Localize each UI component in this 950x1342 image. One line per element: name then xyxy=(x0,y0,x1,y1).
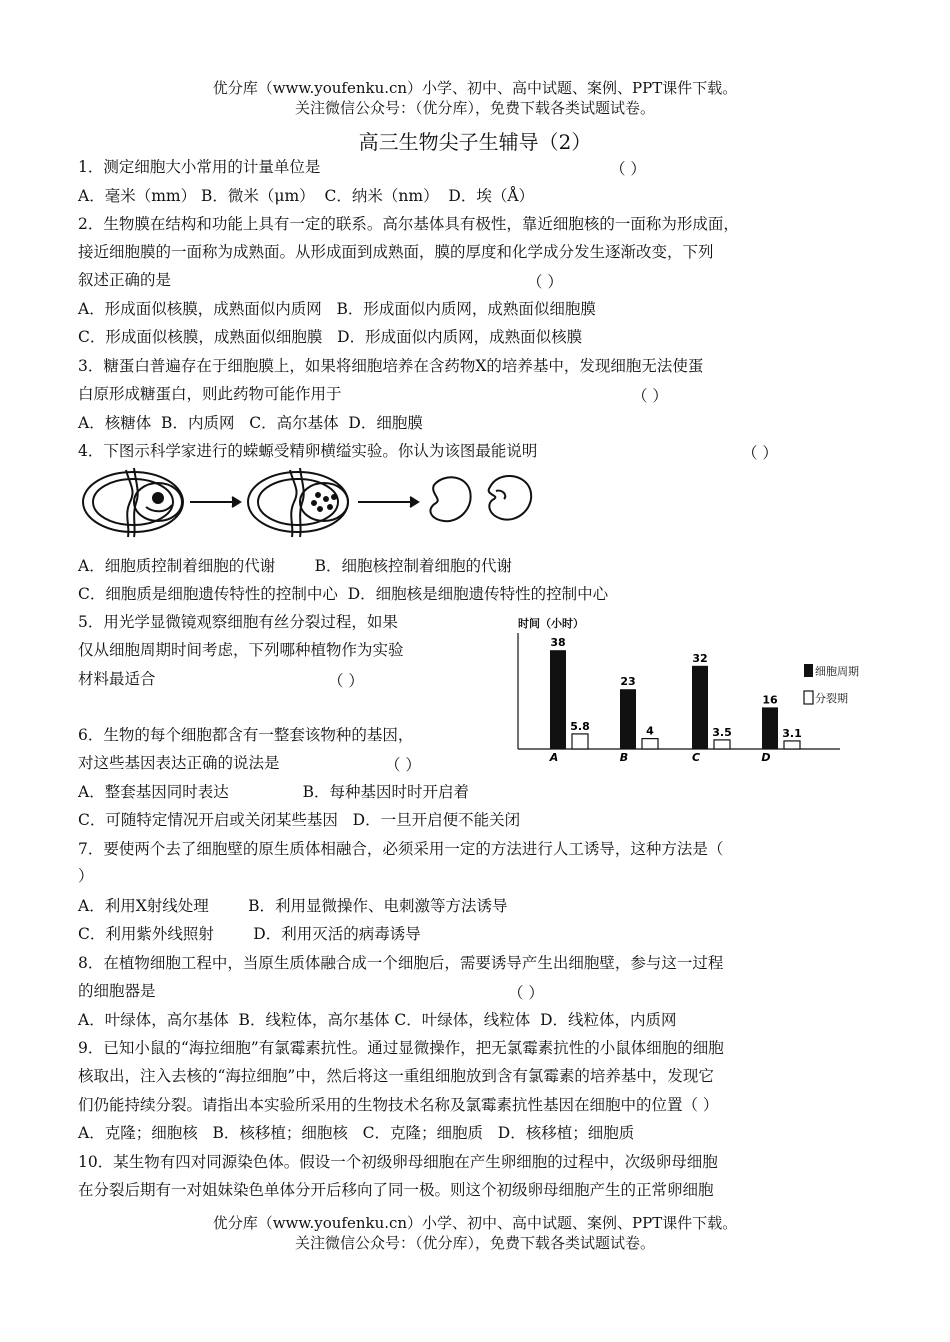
q5-line-2: 仅从细胞周期时间考虑，下列哪种植物作为实验 xyxy=(78,641,404,659)
q1-stem: 1．测定细胞大小常用的计量单位是 xyxy=(78,158,321,176)
q6-answer-paren: （ ） xyxy=(385,756,421,774)
q2-line-1: 2．生物膜在结构和功能上具有一定的联系。高尔基体具有极性，靠近细胞核的一面称为形成面， xyxy=(78,215,739,233)
tick-label-B: B xyxy=(619,751,629,764)
q8-line-2: 的细胞器是 xyxy=(78,982,156,1000)
newt-egg-constriction-figure xyxy=(78,465,548,540)
q6-options-cd: C．可随特定情况开启或关闭某些基因 D．一旦开启便不能关闭 xyxy=(78,811,521,829)
q3-answer-paren: （ ） xyxy=(632,387,668,405)
q5-line-1: 5．用光学显微镜观察细胞有丝分裂过程，如果 xyxy=(78,613,398,631)
bar-split-D xyxy=(784,741,800,749)
q7-line-2: ） xyxy=(78,867,94,885)
bar-cycle-A xyxy=(550,650,566,749)
q7-line-1: 7．要使两个去了细胞壁的原生质体相融合，必须采用一定的方法进行人工诱导，这种方法是（ xyxy=(78,840,724,858)
q8-answer-paren: （ ） xyxy=(508,984,544,1002)
label-cycle-C: 32 xyxy=(692,651,708,665)
label-split-D: 3.1 xyxy=(782,726,802,740)
header-line-2: 关注微信公众号：（优分库），免费下载各类试题试卷。 xyxy=(294,99,655,117)
q4-answer-paren: （ ） xyxy=(742,444,778,462)
q8-options: A．叶绿体，高尔基体 B．线粒体，高尔基体 C．叶绿体，线粒体 D．线粒体，内质网 xyxy=(78,1011,677,1029)
chart-title: 时间（小时） xyxy=(518,617,584,630)
q4-options-ab: A．细胞质控制着细胞的代谢 B．细胞核控制着细胞的代谢 xyxy=(78,557,513,575)
footer-line-2: 关注微信公众号：（优分库），免费下载各类试题试卷。 xyxy=(294,1234,655,1252)
label-split-A: 5.8 xyxy=(570,719,590,733)
bar-split-B xyxy=(642,739,658,749)
footer-line-1: 优分库（www.youfenku.cn）小学、初中、高中试题、案例、PPT课件下载。 xyxy=(212,1214,738,1232)
q4-stem: 4．下图示科学家进行的蝾螈受精卵横缢实验。你认为该图最能说明 xyxy=(78,442,538,460)
q7-options-ab: A．利用X射线处理 B．利用显微操作、电刺激等方法诱导 xyxy=(78,897,508,915)
page-title: 高三生物尖子生辅导（2） xyxy=(358,130,592,154)
q2-answer-paren: （ ） xyxy=(527,273,563,291)
q5-answer-paren: （ ） xyxy=(328,672,364,690)
q9-line-3: 们仍能持续分裂。请指出本实验所采用的生物技术名称及氯霉素抗性基因在细胞中的位置（ ） xyxy=(78,1096,719,1114)
bar-split-C xyxy=(714,740,730,749)
legend-label-split: 分裂期 xyxy=(815,692,848,705)
legend-label-cycle: 细胞周期 xyxy=(815,665,859,678)
bar-split-A xyxy=(572,734,588,749)
label-split-B: 4 xyxy=(646,724,654,738)
q10-line-1: 10．某生物有四对同源染色体。假设一个初级卵母细胞在产生卵细胞的过程中，次级卵母细胞 xyxy=(78,1153,718,1171)
q3-line-1: 3．糖蛋白普遍存在于细胞膜上，如果将细胞培养在含药物X的培养基中，发现细胞无法使蛋 xyxy=(78,357,704,375)
q7-options-cd: C．利用紫外线照射 D．利用灭活的病毒诱导 xyxy=(78,925,421,943)
tick-label-A: A xyxy=(549,751,559,764)
q6-line-1: 6．生物的每个细胞都含有一整套该物种的基因， xyxy=(78,726,414,744)
q1-answer-paren: （ ） xyxy=(610,160,646,178)
q9-options: A．克隆；细胞核 B．核移植；细胞核 C．克隆；细胞质 D．核移植；细胞质 xyxy=(78,1124,635,1142)
tick-label-C: C xyxy=(691,751,701,764)
bar-cycle-C xyxy=(692,666,708,749)
label-cycle-B: 23 xyxy=(620,675,636,689)
q9-line-1: 9．已知小鼠的“海拉细胞”有氯霉素抗性。通过显微操作，把无氯霉素抗性的小鼠体细胞的细胞 xyxy=(78,1039,724,1057)
header-line-1: 优分库（www.youfenku.cn）小学、初中、高中试题、案例、PPT课件下载。 xyxy=(212,79,738,97)
q5-line-3: 材料最适合 xyxy=(78,670,156,688)
label-cycle-D: 16 xyxy=(762,693,778,707)
q3-line-2: 白原形成糖蛋白，则此药物可能作用于 xyxy=(78,385,342,403)
q2-line-2: 接近细胞膜的一面称为成熟面。从形成面到成熟面，膜的厚度和化学成分发生逐渐改变，下列 xyxy=(78,243,714,261)
bar-cycle-D xyxy=(762,707,778,749)
q6-options-ab: A．整套基因同时表达 B．每种基因时时开启着 xyxy=(78,783,469,801)
q2-line-3: 叙述正确的是 xyxy=(78,271,172,289)
q10-line-2: 在分裂后期有一对姐妹染色单体分开后移向了同一极。则这个初级卵母细胞产生的正常卵细胞 xyxy=(78,1181,714,1199)
q1-options: A．毫米（mm） B．微米（μm） C．纳米（nm） D．埃（Å） xyxy=(78,187,535,205)
legend-swatch-cycle xyxy=(804,664,813,677)
q8-line-1: 8．在植物细胞工程中，当原生质体融合成一个细胞后，需要诱导产生出细胞壁，参与这一过程 xyxy=(78,954,724,972)
cell-cycle-bar-chart xyxy=(510,615,859,765)
label-cycle-A: 38 xyxy=(550,636,566,650)
q3-options: A．核糖体 B．内质网 C．高尔基体 D．细胞膜 xyxy=(78,414,423,432)
q2-options-cd: C．形成面似核膜，成熟面似细胞膜 D．形成面似内质网，成熟面似核膜 xyxy=(78,328,583,346)
q6-line-2: 对这些基因表达正确的说法是 xyxy=(78,754,280,772)
tick-label-D: D xyxy=(761,751,771,764)
q4-options-cd: C．细胞质是细胞遗传特性的控制中心 D．细胞核是细胞遗传特性的控制中心 xyxy=(78,585,609,603)
bar-cycle-B xyxy=(620,689,636,749)
q2-options-ab: A．形成面似核膜，成熟面似内质网 B．形成面似内质网，成熟面似细胞膜 xyxy=(78,300,596,318)
label-split-C: 3.5 xyxy=(712,725,732,739)
q9-line-2: 核取出，注入去核的“海拉细胞”中，然后将这一重组细胞放到含有氯霉素的培养基中，发现它 xyxy=(78,1067,714,1085)
legend-swatch-split xyxy=(804,691,813,704)
